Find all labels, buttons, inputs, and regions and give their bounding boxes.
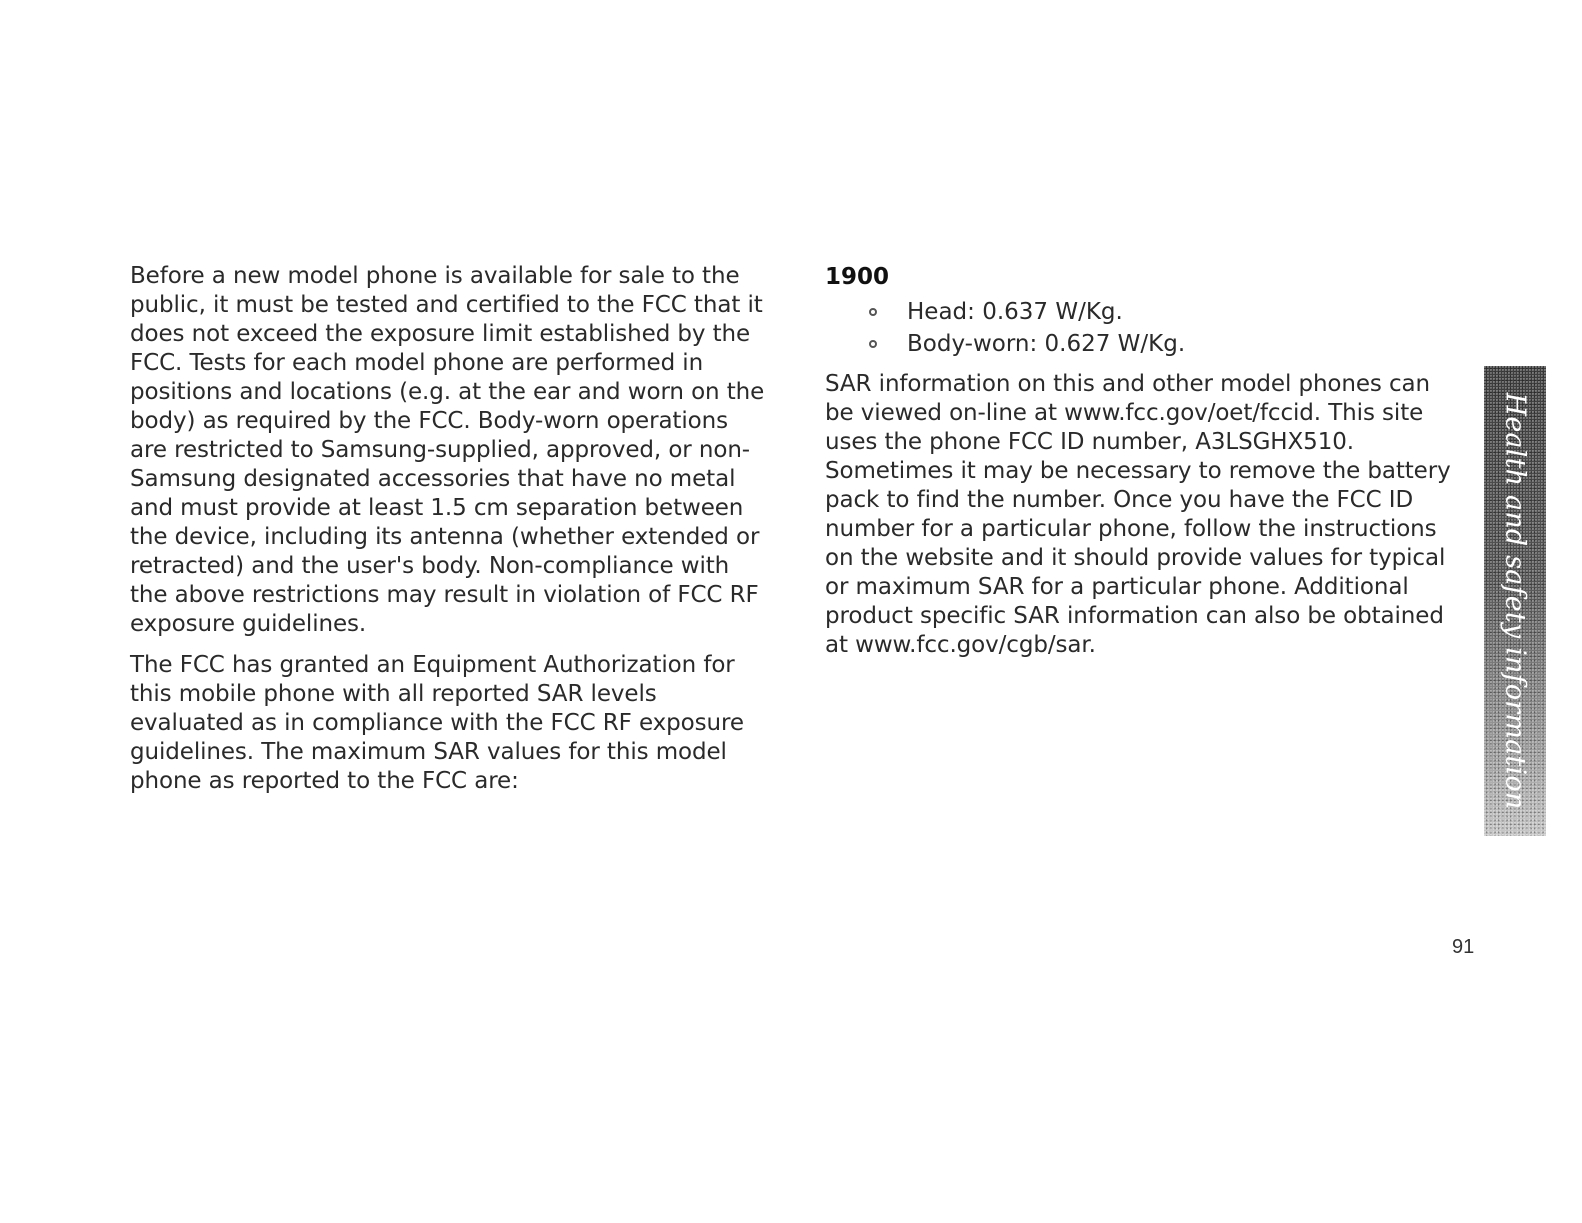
section-tab-label: Health and safety information — [1499, 392, 1531, 810]
bullet-icon — [869, 308, 877, 316]
sar-body-worn-value: Body-worn: 0.627 W/Kg. — [907, 331, 1186, 357]
equipment-authorization-paragraph: The FCC has granted an Equipment Authorization for this mobile phone with all reported SAR levels evaluated as in compliance with the FCC RF exposure guidelines. The maximum SAR values for this model phone as reported to the FCC are: — [130, 652, 744, 794]
section-side-tab — [1484, 366, 1546, 836]
list-item — [869, 328, 1465, 360]
right-column — [825, 262, 1465, 672]
sar-values-list — [825, 296, 1465, 360]
frequency-heading: 1900 — [825, 264, 890, 290]
page-number: 91 — [1452, 936, 1475, 958]
left-column — [130, 262, 770, 808]
bullet-icon — [869, 340, 877, 348]
sar-head-value: Head: 0.637 W/Kg. — [907, 299, 1123, 325]
list-item — [869, 296, 1465, 328]
sar-information-paragraph: SAR information on this and other model phones can be viewed on-line at www.fcc.gov/oet/fccid. This site uses the phone FCC ID number, A3LSGHX510. Sometimes it may be necessary to remove the battery pack to find the number. Once you have the FCC ID number for a particular phone, follow the instructions on the website and it should provide values for typical or maximum SAR for a particular phone. Additional product specific SAR information can also be obtained at www.fcc.gov/cgb/sar. — [825, 371, 1451, 658]
fcc-certification-paragraph: Before a new model phone is available for sale to the public, it must be tested and certified to the FCC that it does not exceed the exposure limit established by the FCC. Tests for each model phone are performed in positions and locations (e.g. at the ear and worn on the body) as required by the FCC. Body-worn operations are restricted to Samsung-supplied, approved, or non- Samsung designated accessories that have no metal and must provide at least 1.5 cm separation between the device, including its antenna (whether extended or retracted) and the user's body. Non-compliance with the above restrictions may result in violation of FCC RF exposure guidelines. — [130, 263, 765, 637]
